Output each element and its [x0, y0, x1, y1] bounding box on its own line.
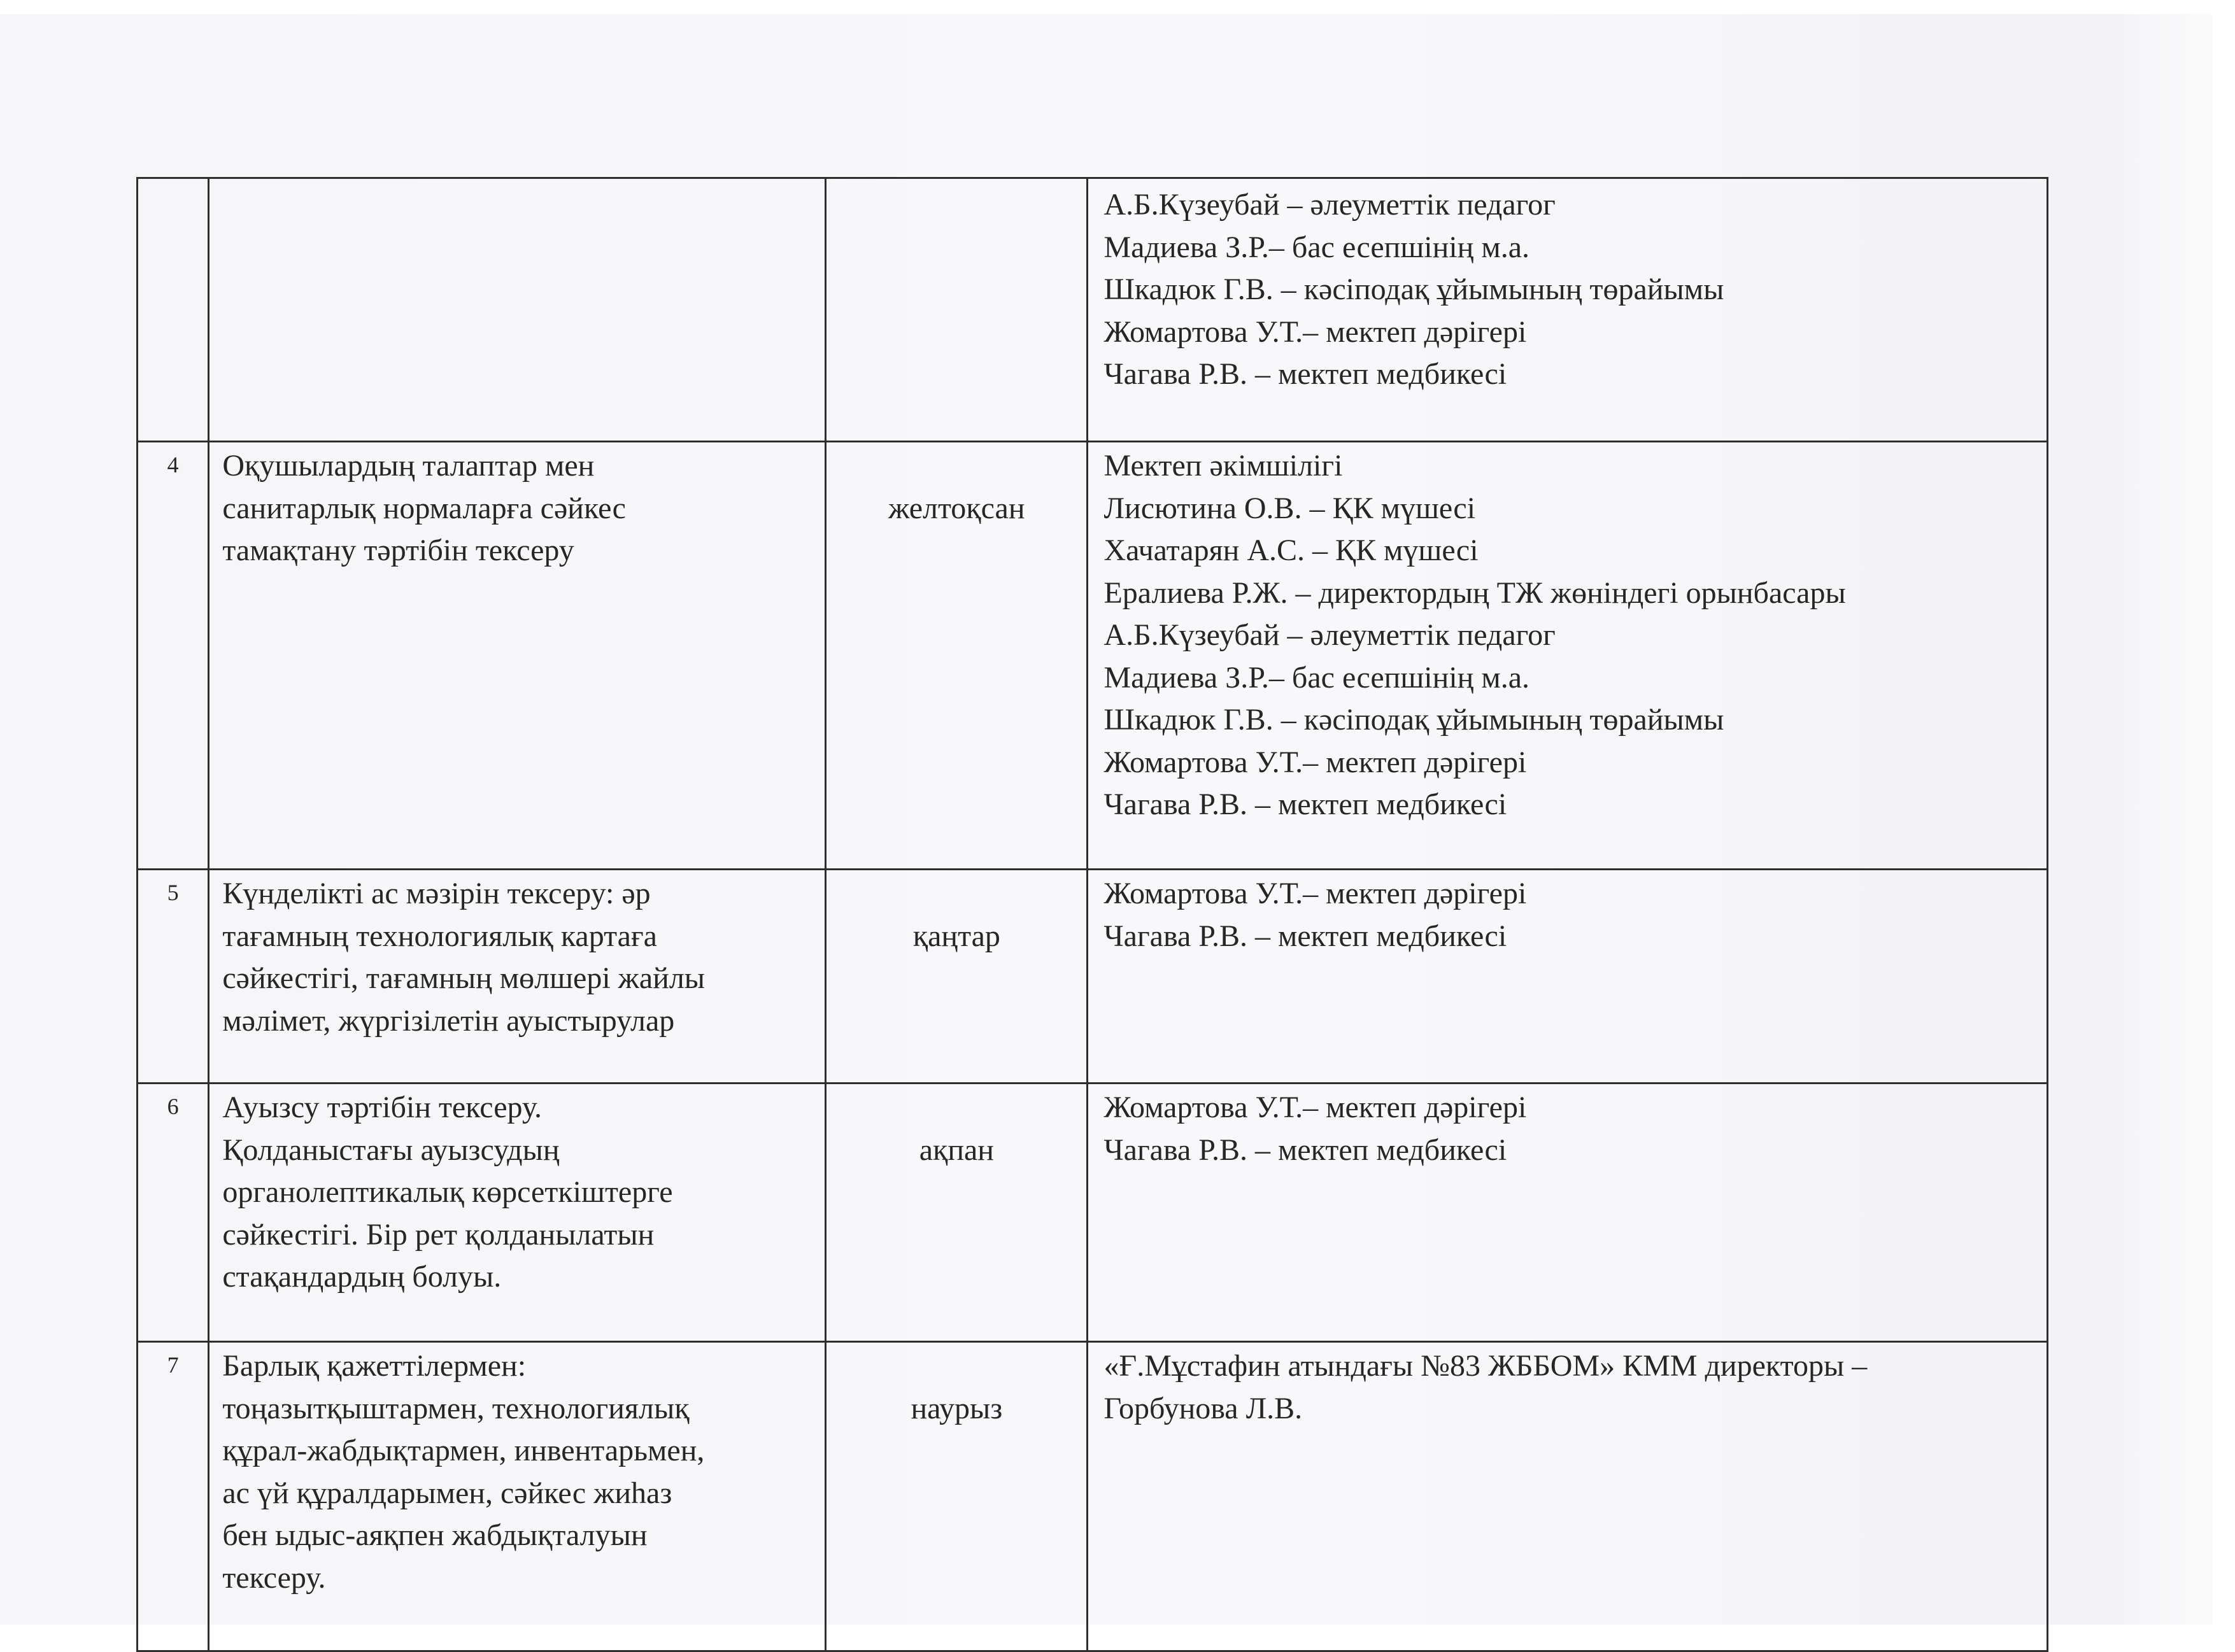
- task-line-list: [222, 1345, 812, 1650]
- task-line: мәлімет, жүргізілетін ауыстырулар: [222, 1003, 675, 1038]
- task-line: Оқушылардың талаптар мен: [222, 449, 595, 483]
- task-line: санитарлық нормаларға сәйкес: [222, 491, 626, 525]
- responsible-person: Лисютина О.В. – ҚК мүшесі: [1103, 491, 1476, 525]
- task-cell: [209, 1342, 826, 1651]
- task-line: Ауызсу тәртібін тексеру.: [222, 1091, 543, 1124]
- month-cell: [826, 1342, 1088, 1651]
- task-line: сәйкестігі. Бір рет қолданылатын: [222, 1217, 655, 1252]
- task-line-list: [222, 181, 812, 441]
- responsible-cell: [1088, 1084, 2048, 1342]
- task-cell: [209, 1084, 826, 1342]
- responsible-cell: [1088, 870, 2048, 1084]
- responsible-person-list: [1103, 445, 2034, 868]
- month: желтоқсан: [888, 491, 1025, 525]
- responsible-person: Хачатарян А.С. – ҚК мүшесі: [1103, 533, 1479, 567]
- row-number-cell: [138, 178, 209, 442]
- task-line: құрал-жабдықтармен, инвентарьмен,: [222, 1434, 705, 1467]
- task-line: стақандардың болуы.: [222, 1260, 502, 1294]
- row-number-cell: [138, 870, 209, 1084]
- responsible-person-list: [1103, 181, 2034, 443]
- table-row-4: [138, 442, 2048, 870]
- month-cell: [826, 178, 1088, 442]
- task-line-list: [222, 873, 812, 1082]
- task-line-list: [222, 1087, 812, 1341]
- month-cell: [826, 442, 1088, 870]
- responsible-person: Мадиева З.Р.– бас есепшінің м.а.: [1103, 660, 1530, 695]
- task-line: тағамның технологиялық картаға: [222, 919, 657, 953]
- responsible-person: Чагава Р.В. – мектеп медбикесі: [1103, 919, 1507, 953]
- responsible-person: Жомартова У.Т.– мектеп дәрігері: [1103, 1091, 1527, 1124]
- row-number-cell: [138, 442, 209, 870]
- responsible-cell: [1088, 1342, 2048, 1651]
- task-line: сәйкестігі, тағамның мөлшері жайлы: [222, 961, 706, 995]
- month: қаңтар: [912, 919, 1000, 953]
- responsible-person: Мектеп әкімшілігі: [1103, 449, 1343, 483]
- responsible-person: Жомартова У.Т.– мектеп дәрігері: [1103, 314, 1527, 349]
- row-number-cell: [138, 1342, 209, 1651]
- task-line-list: [222, 445, 812, 868]
- row-number: 4: [167, 452, 179, 477]
- task-line: тоңазытқыштармен, технологиялық: [222, 1391, 690, 1425]
- task-line: тамақтану тәртібін тексеру: [222, 533, 574, 567]
- task-line: Қолданыстағы ауызсудың: [222, 1133, 560, 1167]
- responsible-person: Чагава Р.В. – мектеп медбикесі: [1103, 1133, 1507, 1167]
- task-line: бен ыдыс-аяқпен жабдықталуын: [222, 1518, 648, 1552]
- row-number: 6: [167, 1094, 179, 1119]
- row-number: 5: [167, 880, 179, 905]
- responsible-person: Чагава Р.В. – мектеп медбикесі: [1103, 787, 1507, 821]
- task-line: тексеру.: [222, 1560, 326, 1595]
- table-row-6: [138, 1084, 2048, 1342]
- responsible-person: Жомартова У.Т.– мектеп дәрігері: [1103, 745, 1527, 779]
- responsible-person: Ералиева Р.Ж. – директордың ТЖ жөніндегі орынбасары: [1103, 575, 1846, 610]
- responsible-cell: [1088, 442, 2048, 870]
- responsible-person-list: [1103, 873, 2034, 1082]
- table-body: [138, 178, 2048, 1651]
- table-row-5: [138, 870, 2048, 1084]
- responsible-person: Чагава Р.В. – мектеп медбикесі: [1103, 357, 1507, 391]
- month: наурыз: [911, 1392, 1003, 1425]
- responsible-person-list: [1103, 1087, 2034, 1341]
- month: ақпан: [919, 1133, 994, 1167]
- table-row-7: [138, 1342, 2048, 1651]
- responsible-person: А.Б.Күзеубай – әлеуметтік педагог: [1103, 618, 1556, 652]
- responsible-cell: [1088, 178, 2048, 442]
- responsible-person: Мадиева З.Р.– бас есепшінің м.а.: [1103, 230, 1530, 264]
- task-cell: [209, 870, 826, 1084]
- responsible-person: Жомартова У.Т.– мектеп дәрігері: [1103, 877, 1527, 910]
- task-line: Барлық қажеттілермен:: [222, 1349, 527, 1383]
- responsible-person: «Ғ.Мұстафин атындағы №83 ЖББОМ» КММ директоры –: [1103, 1349, 1868, 1383]
- task-line: ас үй құралдарымен, сәйкес жиһаз: [222, 1476, 672, 1510]
- responsible-person-list: [1103, 1345, 2034, 1650]
- task-line: органолептикалық көрсеткіштерге: [222, 1175, 673, 1209]
- task-cell: [209, 442, 826, 870]
- row-number-cell: [138, 1084, 209, 1342]
- month-cell: [826, 870, 1088, 1084]
- responsible-person: Шкадюк Г.В. – кәсіподақ ұйымының төрайымы: [1103, 272, 1724, 306]
- responsible-person: Горбунова Л.В.: [1103, 1391, 1303, 1425]
- task-cell: [209, 178, 826, 442]
- table-row-3-continued: [138, 178, 2048, 442]
- food-inspection-plan-table: [136, 177, 2048, 1652]
- responsible-person: А.Б.Күзеубай – әлеуметтік педагог: [1103, 188, 1556, 222]
- row-number: 7: [167, 1352, 179, 1378]
- task-line: Күнделікті ас мәзірін тексеру: әр: [222, 877, 651, 910]
- responsible-person: Шкадюк Г.В. – кәсіподақ ұйымының төрайымы: [1103, 703, 1724, 737]
- month-cell: [826, 1084, 1088, 1342]
